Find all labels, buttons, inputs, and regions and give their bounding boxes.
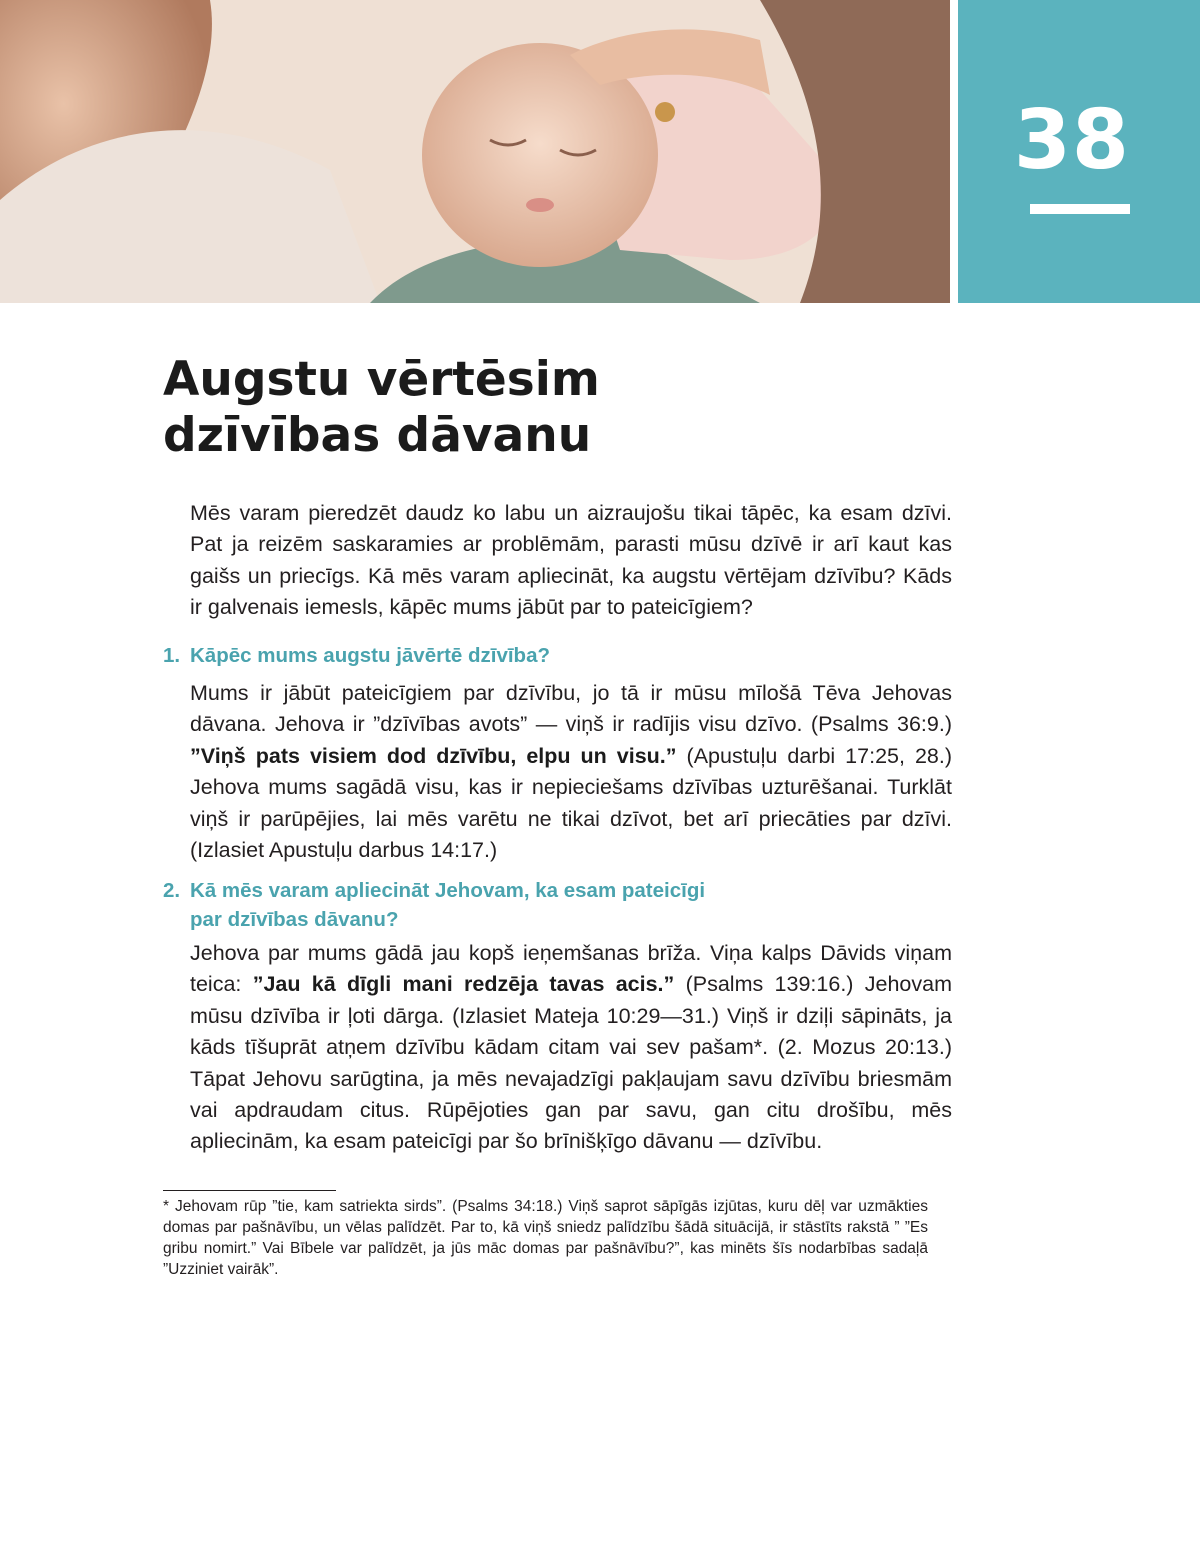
section-2-number: 2.: [163, 879, 181, 902]
section-2-answer: [190, 938, 952, 1158]
intro-paragraph: Mēs varam pieredzēt daudz ko labu un aizraujošu tikai tāpēc, ka esam dzīvi. Pat ja reizēm saskaramies ar problēmām, parasti mūsu dzīvē ir arī kaut kas gaišs un priecīgs. Kā mēs varam apliecināt, ka augstu vērtējam dzīvību? Kāds ir galvenais iemesls, kāpēc mums jābūt par to pateicīgiem?: [190, 501, 952, 620]
section-1-text-b: (Apustuļu darbi 17:25, 28.) Jehova mums sagādā visu, kas ir nepieciešams dzīvības uzturēšanai. Turklāt viņš ir parūpējies, lai mēs varētu ne tikai dzīvot, bet arī priecāties par dzīvi. (Izlasiet Apustuļu darbus 14:17.): [190, 743, 953, 863]
lesson-number: 38: [1013, 93, 1130, 188]
section-1-text-a: Mums ir jābūt pateicīgiem par dzīvību, jo tā ir mūsu mīlošā Tēva Jehovas dāvana. Jehova ir ”dzīvības avots” — viņš ir radījis visu dzīvo. (Psalms 36:9.): [190, 681, 952, 737]
section-2-question-line-1: Kā mēs varam apliecināt Jehovam, ka esam pateicīgi: [190, 879, 706, 902]
hero-photo: [0, 0, 950, 303]
footnote-divider: [163, 1190, 336, 1191]
footnote: * Jehovam rūp ”tie, kam satriekta sirds”. (Psalms 34:18.) Viņš saprot sāpīgās izjūtas, kuru dēļ var uzmākties domas par pašnāvību, un vēlas palīdzēt. Par to, kā viņš sniedz palīdzību šādā situācijā, ir stāstīts rakstā ” ”Es gribu nomirt.” Vai Bībele var palīdzēt, ja jūs māc domas par pašnāvību?”, kas minēts šīs nodarbības sadaļā ”Uzziniet vairāk”.: [163, 1198, 928, 1278]
lesson-number-underline: [1030, 204, 1130, 214]
section-1-question: [163, 641, 550, 670]
button-icon: [655, 102, 675, 122]
section-2-question: [163, 876, 705, 934]
page-title: [163, 352, 803, 464]
section-2-text-a: Jehova par mums gādā jau kopš ieņemšanas brīža. Viņa kalps Dāvids viņam teica:: [190, 941, 952, 997]
page-title-line-2: dzīvības dāvanu: [163, 408, 592, 463]
page-title-line-1: Augstu vērtēsim: [163, 352, 600, 407]
section-2-question-line-2: par dzīvības dāvanu?: [190, 908, 399, 931]
section-1-question-text: Kāpēc mums augstu jāvērtē dzīvība?: [190, 644, 551, 667]
hero-illustration: [0, 0, 950, 303]
section-2-text-b: (Psalms 139:16.) Jehovam mūsu dzīvība ir ļoti dārga. (Izlasiet Mateja 10:29—31.) Viņš ir dziļi sāpināts, ja kāds tīšuprāt atņem dzīvību kādam citam vai sev pašam*. (2. Mozus 20:13.) Tāpat Jehovu sarūgtina, ja mēs nevajadzīgi pakļaujam savu dzīvību briesmām vai apdraudam citus. Rūpējoties gan par savu, gan citu drošību, mēs apliecinām, ka esam pateicīgi par šo brīnišķīgo dāvanu — dzīvību.: [190, 972, 952, 1154]
section-1-number: 1.: [163, 644, 181, 667]
lesson-number-box: [958, 0, 1200, 303]
section-1-quote: ”Viņš pats visiem dod dzīvību, elpu un visu.”: [190, 743, 677, 768]
section-2-quote: ”Jau kā dīgli mani redzēja tavas acis.”: [252, 972, 675, 997]
section-1-answer: [190, 678, 952, 866]
